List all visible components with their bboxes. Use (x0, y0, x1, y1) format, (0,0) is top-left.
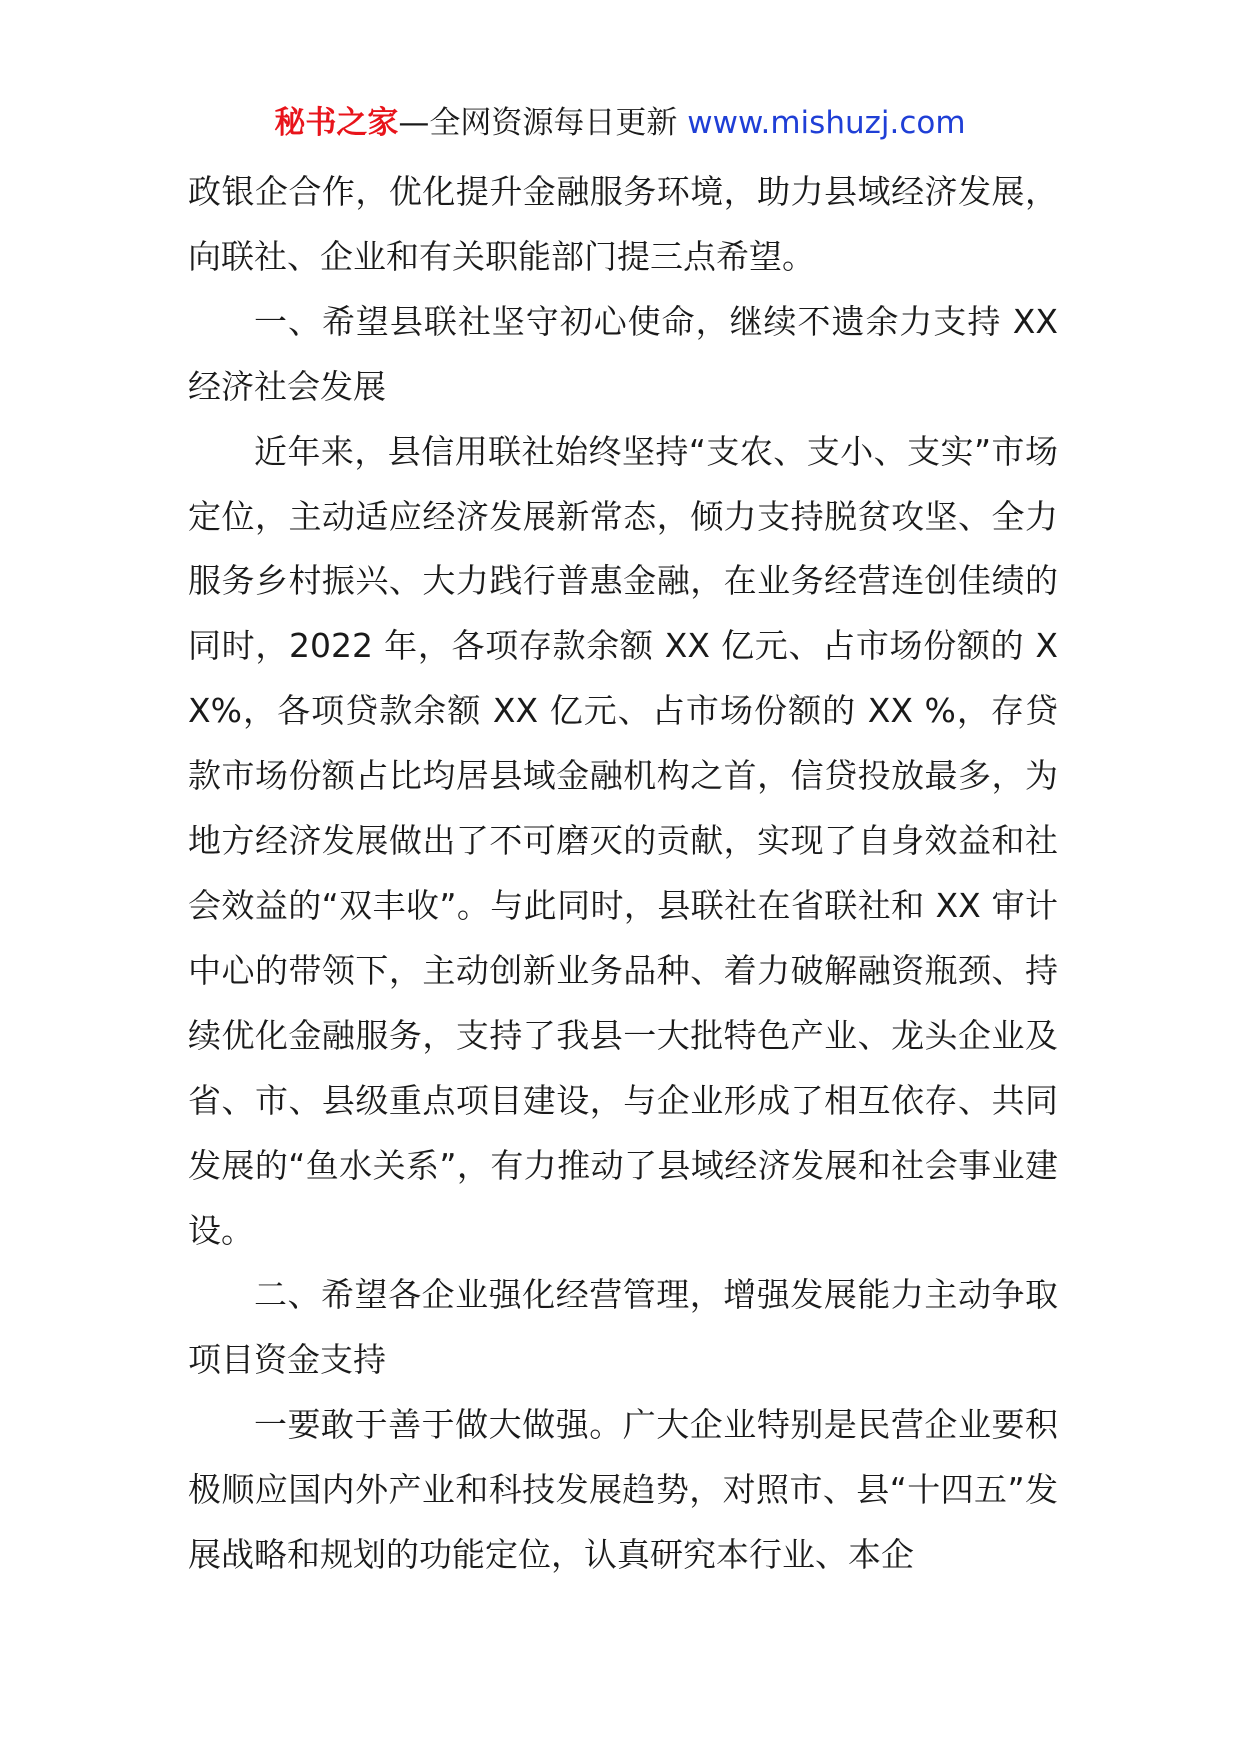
paragraph: 一要敢于善于做大做强。广大企业特别是民营企业要积极顺应国内外产业和科技发展趋势，对照市、县“十四五”发展战略和规划的功能定位，认真研究本行业、本企 (188, 1405, 1058, 1575)
document-body (188, 160, 1058, 1588)
paragraph: 近年来，县信用联社始终坚持“支农、支小、支实”市场定位，主动适应经济发展新常态，倾力支持脱贫攻坚、全力服务乡村振兴、大力践行普惠金融，在业务经营连创佳绩的同时，2022 年，各项存款余额 XX 亿元、占市场份额的 XX%，各项贷款余额 XX 亿元、占市场份额的 XX %，存贷款市场份额占比均居县域金融机构之首，信贷投放最多，为地方经济发展做出了不可磨灭的贡献，实现了自身效益和社会效益的“双丰收”。与此同时，县联社在省联社和 XX 审计中心的带领下，主动创新业务品种、着力破解融资瓶颈、持续优化金融服务，支持了我县一大批特色产业、龙头企业及省、市、县级重点项目建设，与企业形成了相互依存、共同发展的“鱼水关系”，有力推动了县域经济发展和社会事业建设。 (188, 431, 1058, 1250)
section-heading-2: 二、希望各企业强化经营管理，增强发展能力主动争取项目资金支持 (188, 1275, 1058, 1380)
page-header (0, 98, 1240, 148)
section-heading-1: 一、希望县联社坚守初心使命，继续不遗余力支持 XX 经济社会发展 (188, 301, 1058, 406)
header-tagline: —全网资源每日更新 (398, 105, 688, 141)
brand-name: 秘书之家 (274, 105, 399, 141)
paragraph-continuation: 政银企合作，优化提升金融服务环境，助力县域经济发展，向联社、企业和有关职能部门提三点希望。 (188, 172, 1058, 276)
site-url-link[interactable]: www.mishuzj.com (687, 105, 966, 141)
